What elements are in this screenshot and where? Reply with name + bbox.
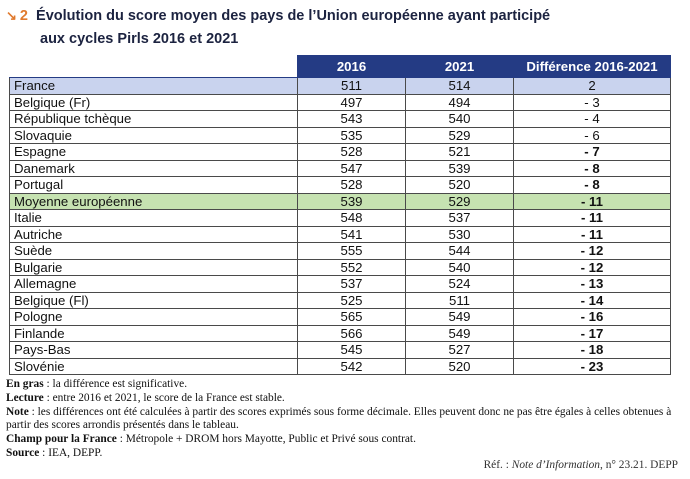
country-cell: Allemagne [10,276,298,293]
note-label: Note [6,405,29,418]
note-label: Champ pour la France [6,433,117,446]
country-cell: Belgique (Fr) [10,94,298,111]
difference-cell: - 11 [514,226,671,243]
note-text: : Métropole + DROM hors Mayotte, Public et Privé sous contrat. [116,433,416,446]
score-2016-cell: 541 [298,226,406,243]
table-row [10,259,671,276]
country-cell: Suède [10,243,298,260]
table-notes [6,378,686,461]
difference-cell: - 12 [514,259,671,276]
country-cell: Slovénie [10,358,298,375]
reference-prefix: Réf. : [483,459,512,471]
reference-suffix: , n° 23.21. DEPP [600,459,678,471]
country-cell: Moyenne européenne [10,193,298,210]
score-2021-cell: 514 [406,78,514,95]
note-label: En gras [6,378,44,390]
header-country [10,56,298,78]
score-2021-cell: 520 [406,177,514,194]
table-row [10,325,671,342]
country-cell: Bulgarie [10,259,298,276]
score-2021-cell: 530 [406,226,514,243]
score-2016-cell: 542 [298,358,406,375]
header-difference: Différence 2016-2021 [514,56,671,78]
note-line [6,392,686,406]
score-2021-cell: 520 [406,358,514,375]
table-row [10,160,671,177]
difference-cell: - 14 [514,292,671,309]
score-2016-cell: 535 [298,127,406,144]
table-row [10,309,671,326]
figure-title-line-1 [6,4,676,28]
difference-cell: - 23 [514,358,671,375]
figure-title-text-1: Évolution du score moyen des pays de l’Union européenne ayant participé [36,8,551,24]
note-line [6,433,686,447]
note-label: Source [6,446,40,459]
score-2016-cell: 543 [298,111,406,128]
table-row [10,94,671,111]
score-2021-cell: 524 [406,276,514,293]
difference-cell: - 8 [514,177,671,194]
note-text: : IEA, DEPP. [39,446,103,459]
score-2016-cell: 552 [298,259,406,276]
note-text: : entre 2016 et 2021, le score de la France est stable. [43,391,285,404]
score-2016-cell: 539 [298,193,406,210]
note-label: Lecture [6,391,44,404]
difference-cell: - 6 [514,127,671,144]
score-2021-cell: 511 [406,292,514,309]
table-row [10,342,671,359]
score-2016-cell: 497 [298,94,406,111]
table-row [10,210,671,227]
difference-cell: - 11 [514,210,671,227]
score-2016-cell: 537 [298,276,406,293]
table-row [10,127,671,144]
table-row [10,276,671,293]
difference-cell: - 17 [514,325,671,342]
score-2016-cell: 528 [298,177,406,194]
difference-cell: - 16 [514,309,671,326]
table-header-row [10,56,671,78]
country-cell: Danemark [10,160,298,177]
note-text: : les différences ont été calculées à partir des scores exprimés sous forme décimale. Elles peuvent donc ne pas être égales à celles obtenues à partir des scores arrondis présentés dans le tableau. [6,405,672,432]
score-2016-cell: 511 [298,78,406,95]
score-2016-cell: 566 [298,325,406,342]
difference-cell: - 12 [514,243,671,260]
score-2016-cell: 565 [298,309,406,326]
reference-publication: Note d’Information [511,459,601,471]
country-cell: Autriche [10,226,298,243]
country-cell: Finlande [10,325,298,342]
score-2021-cell: 549 [406,309,514,326]
difference-cell: - 11 [514,193,671,210]
score-2021-cell: 539 [406,160,514,177]
difference-cell: - 8 [514,160,671,177]
country-cell: Pologne [10,309,298,326]
difference-cell: - 18 [514,342,671,359]
country-cell: Italie [10,210,298,227]
score-2021-cell: 537 [406,210,514,227]
note-line [6,378,686,392]
score-2021-cell: 549 [406,325,514,342]
score-2021-cell: 540 [406,111,514,128]
table-row [10,111,671,128]
difference-cell: - 13 [514,276,671,293]
country-cell: Pays-Bas [10,342,298,359]
figure-title-text-2: aux cycles Pirls 2016 et 2021 [40,31,239,47]
difference-cell: - 4 [514,111,671,128]
score-2021-cell: 527 [406,342,514,359]
country-cell: Espagne [10,144,298,161]
country-cell: Belgique (Fl) [10,292,298,309]
difference-cell: - 7 [514,144,671,161]
table-row [10,177,671,194]
score-2021-cell: 544 [406,243,514,260]
table-row [10,292,671,309]
figure-title [6,4,676,51]
country-cell: France [10,78,298,95]
score-2021-cell: 529 [406,193,514,210]
score-2016-cell: 545 [298,342,406,359]
figure-number: 2 [19,8,28,24]
score-2016-cell: 528 [298,144,406,161]
difference-cell: 2 [514,78,671,95]
table-row [10,226,671,243]
score-2021-cell: 540 [406,259,514,276]
score-2016-cell: 555 [298,243,406,260]
score-2016-cell: 525 [298,292,406,309]
table-body [10,78,671,375]
score-2016-cell: 547 [298,160,406,177]
table-row [10,78,671,95]
note-line [6,406,686,434]
country-cell: République tchèque [10,111,298,128]
table-row [10,358,671,375]
scores-table [9,55,671,375]
score-2021-cell: 521 [406,144,514,161]
country-cell: Slovaquie [10,127,298,144]
score-2021-cell: 494 [406,94,514,111]
score-2021-cell: 529 [406,127,514,144]
country-cell: Portugal [10,177,298,194]
table-row [10,144,671,161]
reference [484,459,678,471]
difference-cell: - 3 [514,94,671,111]
header-2021: 2021 [406,56,514,78]
score-2016-cell: 548 [298,210,406,227]
arrow-down-right-icon: ↘ [6,8,17,23]
header-2016: 2016 [298,56,406,78]
note-text: : la différence est significative. [43,378,188,390]
table-row [10,193,671,210]
table-row [10,243,671,260]
